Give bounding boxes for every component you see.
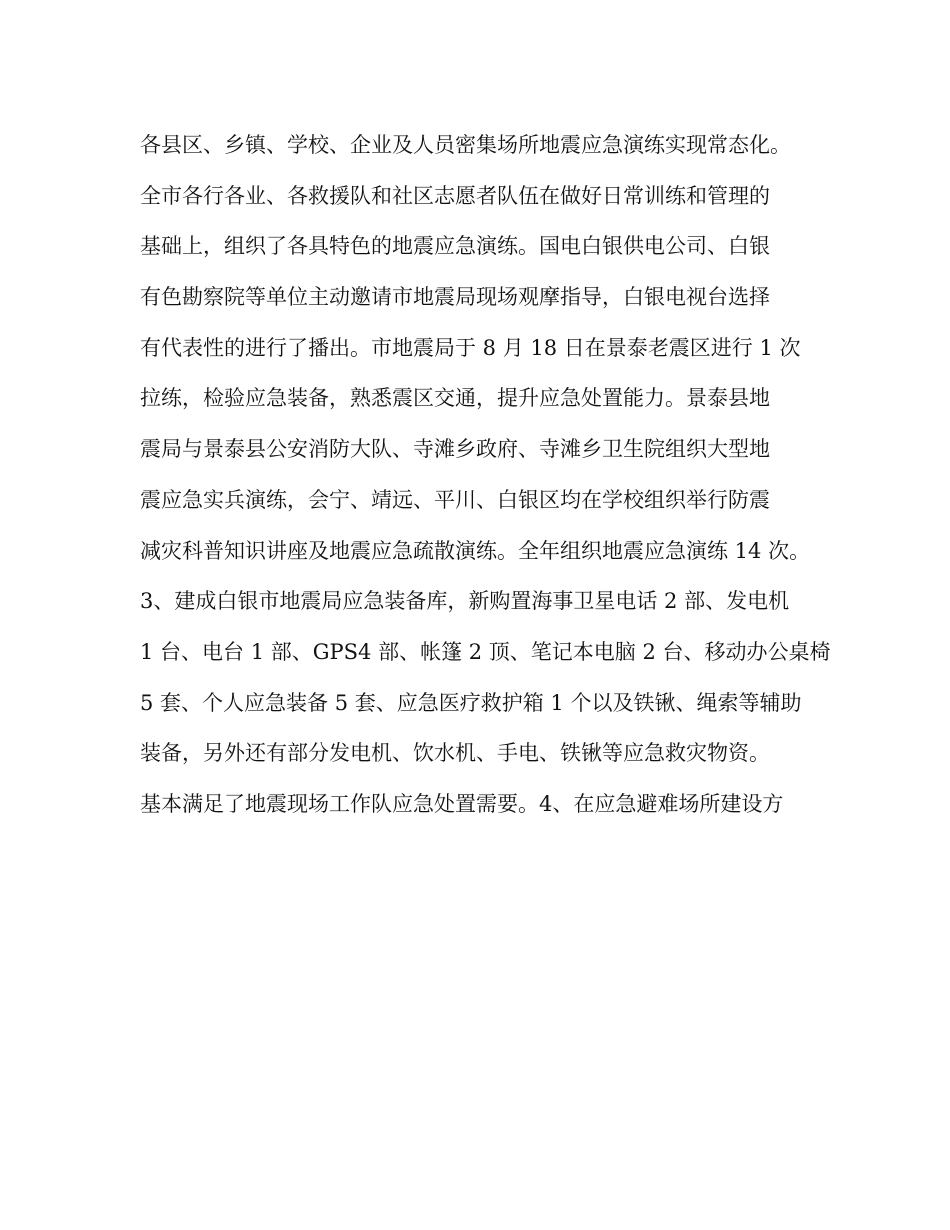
text-line: 1 台、电台 1 部、GPS4 部、帐篷 2 顶、笔记本电脑 2 台、移动办公桌椅	[140, 639, 831, 664]
text-line: 全市各行各业、各救援队和社区志愿者队伍在做好日常训练和管理的	[140, 183, 770, 208]
text-line: 震局与景泰县公安消防大队、寺滩乡政府、寺滩乡卫生院组织大型地	[140, 437, 770, 462]
text-line: 有代表性的进行了播出。市地震局于 8 月 18 日在景泰老震区进行 1 次	[140, 335, 801, 360]
body-text	[140, 126, 830, 836]
text-line: 减灾科普知识讲座及地震应急疏散演练。全年组织地震应急演练 14 次。	[140, 538, 811, 563]
text-line: 各县区、乡镇、学校、企业及人员密集场所地震应急演练实现常态化。	[140, 133, 791, 157]
text-line: 3、建成白银市地震局应急装备库，新购置海事卫星电话 2 部、发电机	[140, 589, 790, 614]
text-line: 震应急实兵演练，会宁、靖远、平川、白银区均在学校组织举行防震	[140, 487, 770, 512]
text-line: 拉练，检验应急装备，熟悉震区交通，提升应急处置能力。景泰县地	[140, 386, 770, 411]
text-line: 基础上，组织了各具特色的地震应急演练。国电白银供电公司、白银	[140, 234, 770, 259]
text-line: 5 套、个人应急装备 5 套、应急医疗救护箱 1 个以及铁锹、绳索等辅助	[140, 690, 802, 715]
text-line: 基本满足了地震现场工作队应急处置需要。4、在应急避难场所建设方	[140, 791, 784, 816]
text-line: 有色勘察院等单位主动邀请市地震局现场观摩指导，白银电视台选择	[140, 285, 770, 310]
text-line: 装备，另外还有部分发电机、饮水机、手电、铁锹等应急救灾物资。	[140, 741, 770, 766]
